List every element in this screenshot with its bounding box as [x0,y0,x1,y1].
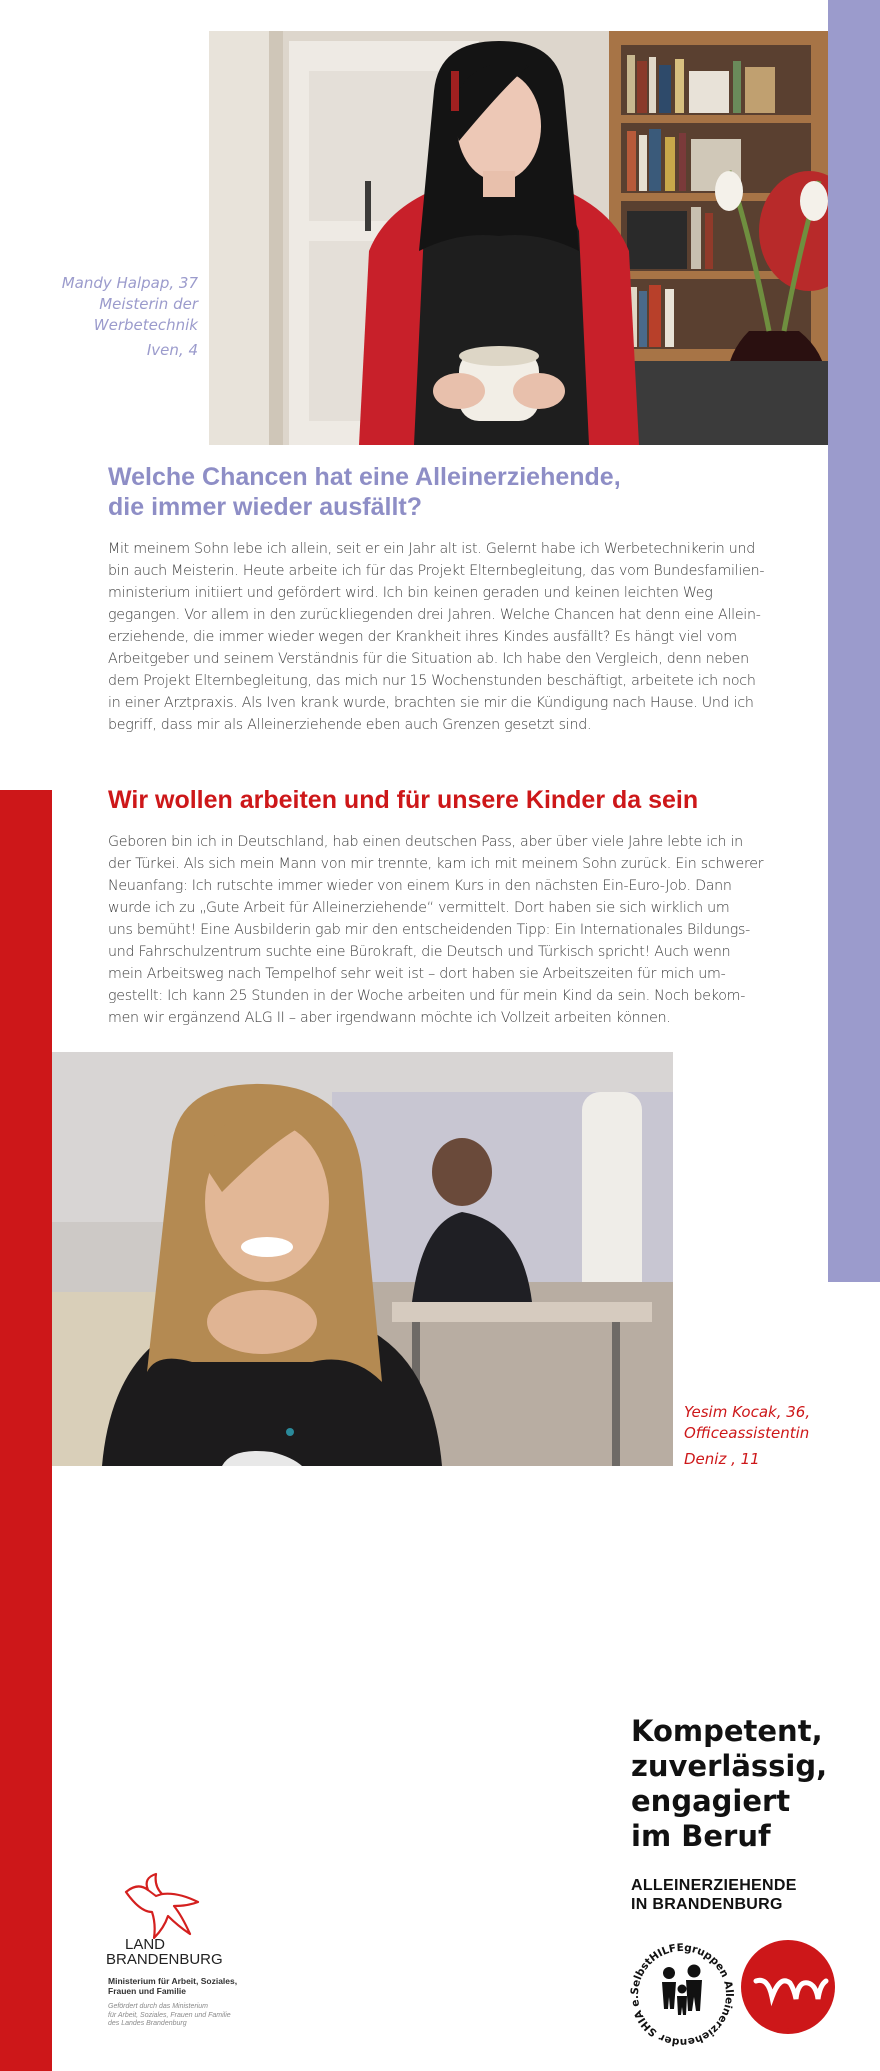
slogan-line: engagiert [631,1784,791,1818]
brandenburg-name: BRANDENBURG [106,1951,223,1968]
campaign-slogan [631,1714,851,1854]
ministry-line: Frauen und Familie [108,1986,186,1996]
body-line: in einer Arztpraxis. Als Iven krank wurde, brachten sie mir die Kündigung nach Hause. Und ich [108,695,754,711]
body-line: Neuanfang: Ich rutschte immer wieder von einem Kurs in den nächsten Ein-Euro-Job. Dann [108,878,732,894]
org-line: ALLEINERZIEHENDE [631,1877,797,1894]
brandenburg-funding-note [108,2003,258,2029]
brandenburg-wordmark [106,1937,236,1967]
campaign-org-name [631,1876,851,1914]
shia-family-icon [662,1965,702,2016]
body-line: mein Arbeitsweg nach Tempelhof sehr weit ist – dort haben sie Arbeitszeiten für mich um- [108,966,726,982]
portrait1-child: Iven, 4 [146,341,198,359]
slogan-line: im Beruf [631,1819,771,1853]
shia-ring-text-path: SelbstHILFEgruppen Alleinerziehender SHIA e. [628,1941,736,2049]
shia-logo [624,1937,740,2053]
body-line: erziehende, die immer wieder wegen der Krankheit ihres Kindes ausfällt? Es hängt viel vom [108,629,737,645]
portrait1-role-line1: Meisterin der [99,295,198,313]
shia-logo-graphic [624,1937,740,2053]
brandenburg-land: LAND [125,1936,166,1953]
funding-line: Gefördert durch das Ministerium [108,2003,208,2010]
body-line: gestellt: Ich kann 25 Stunden in der Woche arbeiten und für mein Kind da sein. Noch bekom- [108,988,746,1004]
portrait-photo-yesim-illustration [52,1052,673,1466]
red-side-bar [0,790,52,2071]
portrait1-caption [40,273,198,361]
section2-heading [108,784,808,816]
slogan-line: Kompetent, [631,1714,823,1748]
portrait2-role: Officeassistentin [684,1424,810,1442]
section1-heading-line1: Welche Chancen hat eine Alleinerziehende, [108,463,621,491]
portrait1-role-line2: Werbetechnik [93,316,198,334]
section2-body [108,831,788,1029]
vam-logo [738,1937,838,2037]
body-line: gegangen. Vor allem in den zurückliegenden drei Jahren. Welche Chancen hat denn eine Allein- [108,607,761,623]
body-line: Geboren bin ich in Deutschland, hab einen deutschen Pass, aber über viele Jahre lebte ich in [108,834,743,850]
vam-logo-text: vam [786,2029,790,2030]
body-line: ministerium initiiert und gefördert wird. Ich bin keinen geraden und keinen leichten Weg [108,585,713,601]
body-line: wurde ich zu „Gute Arbeit für Alleinerziehende“ vermittelt. Dort haben sie sich wirklich um [108,900,730,916]
body-line: bin auch Meisterin. Heute arbeite ich für das Projekt Elternbegleitung, das vom Bundesfamilien- [108,563,765,579]
body-line: Arbeitgeber und seinem Verständnis für die Situation ab. Ich habe den Vergleich, denn neben [108,651,749,667]
brandenburg-ministry [108,1976,258,1996]
section1-heading-line2: die immer wieder ausfällt? [108,493,422,521]
section1-heading [108,462,728,522]
body-line: dem Projekt Elternbegleitung, das mich nur 15 Wochenstunden beschäftigt, arbeitete ich noch [108,673,756,689]
brandenburg-eagle-graphic [118,1872,208,1946]
section1-body [108,538,788,736]
body-line: begriff, dass mir als Alleinerziehende eben auch Grenzen gesetzt sind. [108,717,592,733]
slogan-line: zuverlässig, [631,1749,828,1783]
ministry-line: Ministerium für Arbeit, Soziales, [108,1976,238,1986]
portrait-photo-mandy [209,31,828,445]
funding-line: für Arbeit, Soziales, Frauen und Familie [108,2011,231,2019]
portrait-photo-yesim [52,1052,673,1466]
section2-heading-text: Wir wollen arbeiten und für unsere Kinder da sein [108,786,699,814]
body-line: Mit meinem Sohn lebe ich allein, seit er ein Jahr alt ist. Gelernt habe ich Werbetechnikerin und [108,541,756,557]
portrait-photo-mandy-illustration [209,31,828,445]
vam-logo-graphic [738,1937,838,2037]
body-line: und Fahrschulzentrum suchte eine Bürokraft, die Deutsch und Türkisch spricht! Auch wenn [108,944,731,960]
body-line: men wir ergänzend ALG II – aber irgendwann möchte ich Vollzeit arbeiten können. [108,1010,671,1026]
portrait2-name: Yesim Kocak, 36, [684,1403,811,1421]
body-line: uns bemüht! Eine Ausbilderin gab mir den entscheidenden Tipp: Ein Internationales Bildungs- [108,922,750,938]
org-line: IN BRANDENBURG [631,1896,783,1913]
funding-line: des Landes Brandenburg [108,2020,187,2027]
purple-side-bar [828,0,880,1282]
portrait2-caption [684,1402,834,1470]
portrait2-child: Deniz , 11 [684,1450,760,1468]
portrait1-name: Mandy Halpap, 37 [61,274,198,292]
brandenburg-eagle-icon [118,1872,208,1946]
body-line: der Türkei. Als sich mein Mann von mir trennte, kam ich mit meinem Sohn zurück. Ein schwerer [108,856,764,872]
